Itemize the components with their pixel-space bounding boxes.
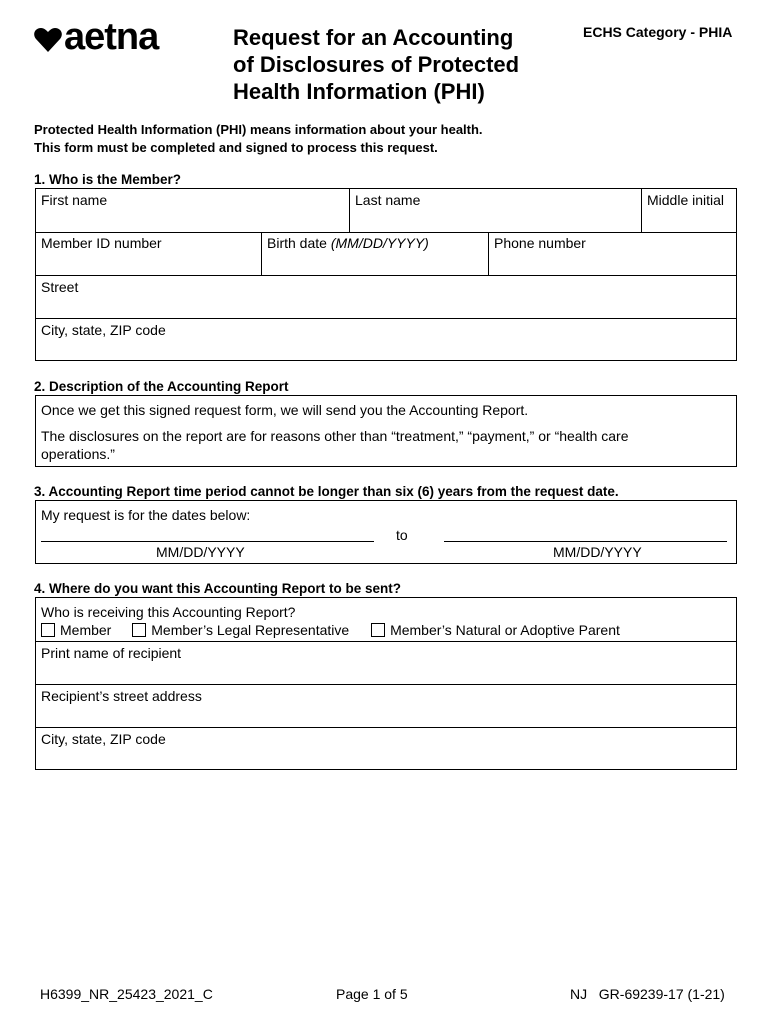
member-info-box xyxy=(35,188,737,361)
option-legal-representative[interactable] xyxy=(132,622,349,638)
end-date-format: MM/DD/YYYY xyxy=(553,544,642,560)
description-line: Once we get this signed request form, we will send you the Accounting Report. xyxy=(41,402,529,418)
section1-heading: 1. Who is the Member? xyxy=(34,172,182,187)
section2-heading: 2. Description of the Accounting Report xyxy=(34,379,289,394)
option-label: Member’s Natural or Adoptive Parent xyxy=(390,622,620,638)
intro-text xyxy=(34,121,734,157)
recipient-options xyxy=(41,622,620,638)
first-name-label: First name xyxy=(41,192,108,208)
end-date-line[interactable] xyxy=(444,541,727,542)
footer-code: H6399_NR_25423_2021_C xyxy=(40,986,213,1002)
option-parent[interactable] xyxy=(371,622,620,638)
recipient-city-state-zip-field[interactable] xyxy=(36,728,736,770)
description-line: The disclosures on the report are for reasons other than “treatment,” “payment,” or “health care operations.” xyxy=(41,428,629,462)
last-name-field[interactable] xyxy=(350,189,641,232)
recipient-box xyxy=(35,597,737,770)
phone-label: Phone number xyxy=(494,235,586,251)
member-checkbox[interactable] xyxy=(41,623,55,637)
title-line: Health Information (PHI) xyxy=(233,79,485,104)
section4-heading: 4. Where do you want this Accounting Report to be sent? xyxy=(34,581,402,596)
aetna-logo xyxy=(34,16,194,58)
option-label: Member’s Legal Representative xyxy=(151,622,350,638)
middle-initial-field[interactable] xyxy=(642,189,737,232)
street-label: Street xyxy=(41,279,79,295)
parent-checkbox[interactable] xyxy=(371,623,385,637)
member-id-field[interactable] xyxy=(36,232,261,275)
title-line: Request for an Accounting xyxy=(233,25,514,50)
print-name-label: Print name of recipient xyxy=(41,645,182,661)
page-title xyxy=(233,24,563,105)
print-name-field[interactable] xyxy=(36,642,736,684)
middle-initial-label: Middle initial xyxy=(647,192,725,208)
intro-line: This form must be completed and signed to process this request. xyxy=(34,140,438,155)
recipient-street-field[interactable] xyxy=(36,685,736,727)
heart-icon xyxy=(34,28,62,52)
first-name-field[interactable] xyxy=(36,189,349,232)
section3-heading: 3. Accounting Report time period cannot be longer than six (6) years from the request date. xyxy=(34,484,619,499)
recipient-street-label: Recipient’s street address xyxy=(41,688,202,704)
form-id: NJ GR-69239-17 (1-21) xyxy=(570,986,725,1002)
street-field[interactable] xyxy=(36,276,736,319)
birth-date-format: (MM/DD/YYYY) xyxy=(330,235,429,251)
start-date-line[interactable] xyxy=(41,541,374,542)
intro-line: Protected Health Information (PHI) means information about your health. xyxy=(34,122,483,137)
category-label: ECHS Category - PHIA xyxy=(583,24,733,40)
phone-field[interactable] xyxy=(489,232,737,275)
recipient-city-state-zip-label: City, state, ZIP code xyxy=(41,731,166,747)
option-member[interactable] xyxy=(41,622,111,638)
recipient-question: Who is receiving this Accounting Report? xyxy=(41,604,296,620)
time-period-prompt: My request is for the dates below: xyxy=(41,507,251,523)
description-box xyxy=(35,395,737,467)
birth-date-field[interactable] xyxy=(262,232,488,275)
city-state-zip-label: City, state, ZIP code xyxy=(41,322,166,338)
last-name-label: Last name xyxy=(355,192,421,208)
birth-date-label: Birth date xyxy=(267,235,327,251)
to-label: to xyxy=(396,527,408,543)
time-period-box xyxy=(35,500,737,564)
page-number: Page 1 of 5 xyxy=(336,986,408,1002)
legal-representative-checkbox[interactable] xyxy=(132,623,146,637)
title-line: of Disclosures of Protected xyxy=(233,52,520,77)
logo-text: aetna xyxy=(64,16,159,58)
member-id-label: Member ID number xyxy=(41,235,162,251)
option-label: Member xyxy=(60,622,112,638)
city-state-zip-field[interactable] xyxy=(36,319,736,361)
start-date-format: MM/DD/YYYY xyxy=(156,544,245,560)
